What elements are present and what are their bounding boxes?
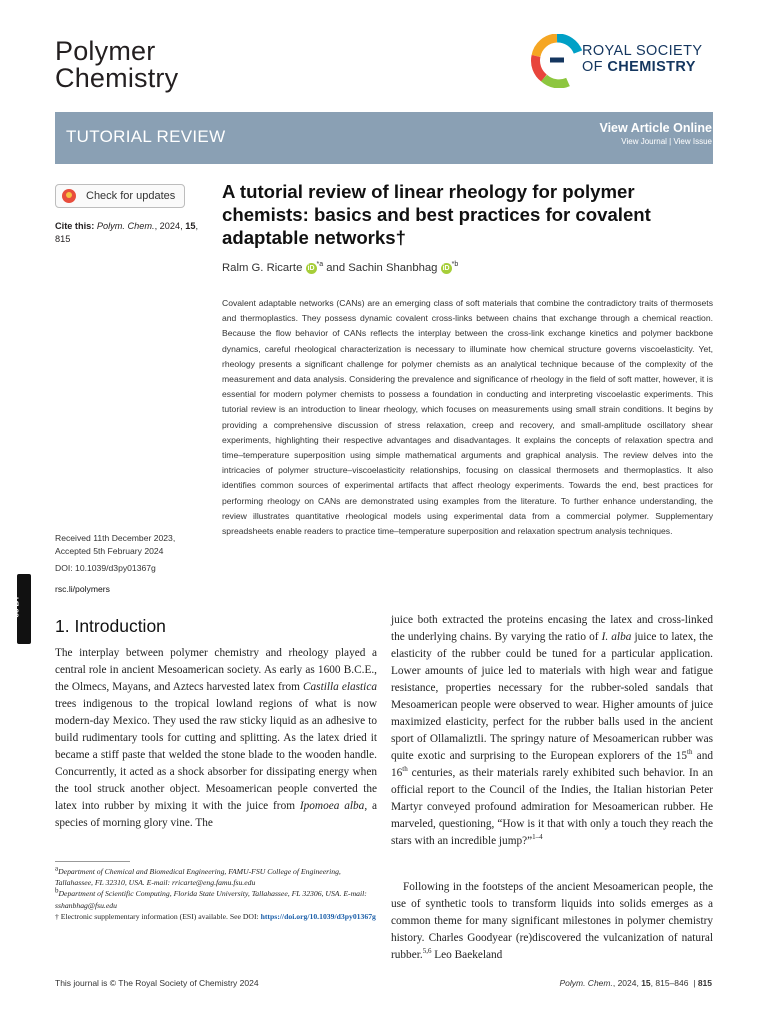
check-for-updates-label: Check for updates [86, 190, 176, 202]
article-type-label: TUTORIAL REVIEW [66, 127, 226, 146]
esi-doi-link[interactable]: https://doi.org/10.1039/d3py01367g [260, 911, 376, 921]
footnote-b-mark: b [55, 886, 59, 895]
cc-by-license-icon[interactable] [11, 574, 31, 644]
footnote-a-mark: a [55, 864, 59, 873]
body-italic: Castilla elastica [302, 681, 377, 693]
body-italic: Ipomoea alba [299, 800, 365, 812]
footnote-b [55, 888, 377, 910]
body-column-right [391, 612, 713, 850]
cite-year: , 2024, [154, 221, 186, 231]
footer-volume: 15 [641, 978, 651, 988]
footnote-a [55, 866, 377, 888]
cite-journal: Polym. Chem. [96, 221, 155, 231]
rsc-line2-prefix: OF [582, 59, 608, 75]
body-text: Following in the footsteps of the ancient Mesoamerican people, the use of synthetic tools to transform liquids into solids emerges as a common theme for many significant milestones in polymer chemistry history. Charles Goodyear (re)discovered the vulcanization of natural rubber. [391, 881, 713, 961]
author-2[interactable]: Sachin Shanbhag [348, 262, 438, 274]
footer-citation [559, 978, 712, 988]
citation-ref[interactable]: 5,6 [422, 947, 432, 956]
author-join: and [323, 262, 349, 274]
section-heading: 1. Introduction [55, 616, 166, 636]
footnote-a-text: Department of Chemical and Biomedical Engineering, FAMU-FSU College of Engineering, Tallahassee, FL 32310, USA. E-mail: rricarte@eng.famu.fsu.edu [55, 867, 341, 888]
body-text: The interplay between polymer chemistry and rheology played a central role in ancient Mesoamerican society. As early as 1600 B.C.E., the Olmecs, Mayans, and Aztecs harvested latex from [55, 647, 377, 693]
rsc-wordmark [582, 43, 702, 75]
cite-volume: 15 [185, 221, 196, 231]
journal-title-line2: Chemistry [55, 63, 179, 93]
body-text: , a species of morning glory vine. The [55, 800, 378, 829]
body-text: juice both extracted the proteins encasing the latex and cross-linked the underlying chains. By varying the ratio of [391, 614, 713, 643]
received-date: Received 11th December 2023, [55, 533, 176, 543]
doi[interactable]: DOI: 10.1039/d3py01367g [55, 563, 156, 573]
view-article-online-link[interactable]: View Article Online [599, 121, 712, 135]
rsc-line2-bold: CHEMISTRY [607, 59, 696, 75]
journal-title-line1: Polymer [55, 36, 156, 66]
crossmark-icon [62, 189, 76, 203]
cite-this [55, 220, 205, 246]
abstract: Covalent adaptable networks (CANs) are an emerging class of soft materials that combine the contradictory traits of thermosets and thermoplastics. They possess dynamic covalent cross-links between chains that exchange through a chemical reaction. Because the flow behavior of CANs reflects the interplay between the cross-link exchange kinetics and polymer backbone dynamics, careful rheological characterization is necessary to illuminate how chemical structure governs viscoelasticity. Yet, rheology presents a significant challenge for polymer chemists as an analytical technique because of the complexity of the measurement and data analysis. Considering the prevalence and significance of rheology in the field of soft matter, however, it is essential for modern polymer chemists to possess a foundation in conducting and interpreting viscoelastic experiments. This tutorial review is an introduction to linear rheology, which focuses on measurements using small strain conditions. It begins by providing a comprehensive discussion of stress relaxation, creep and recovery, and small-amplitude oscillatory shear experiments, highlighting their respective advantages and disadvantages. It explains the concepts of relaxation spectra and time–temperature superposition using simple mathematical arguments and graphical analysis. The review delves into the intricacies of polymer structure–viscoelasticity relationships, focusing on classical thermosets and thermoplastics. It also identifies common sources of experimental artifacts that affect rheology experiments. Towards the end, best practices for performing rheology on CANs are demonstrated using examples from the literature. To further enhance understanding, the review illustrates quantitative rheological models using experimental data from a commercial polymer. Supplementary spreadsheets enable readers to practice time–temperature superposition and relaxation spectrum analysis techniques. [222, 298, 713, 537]
footer-pages: , 815–846 [650, 978, 689, 988]
footnote-divider [55, 861, 130, 862]
footer-year: , 2024, [612, 978, 642, 988]
author-1-affil: *a [316, 261, 324, 269]
body-column-left [55, 645, 377, 832]
author-line [222, 262, 458, 274]
author-2-affil: *b [451, 261, 459, 269]
footnote-esi-text: † Electronic supplementary information (ESI) available. See DOI: [55, 911, 261, 921]
accepted-date: Accepted 5th February 2024 [55, 546, 164, 556]
body-text: centuries, as their materials rarely exhibited such behavior. In an official report to the Council of the Indies, the Italian historian Peter Martyr conveyed profound admiration for Mesoamerican rubber. He marveled, questioning, “How is it that with only a touch they reach the stars with an incredible jump?” [391, 767, 713, 847]
journal-short-link[interactable]: rsc.li/polymers [55, 584, 110, 594]
body-sup: th [402, 765, 408, 774]
body-text: Leo Baekeland [431, 949, 503, 961]
footer-copyright: This journal is © The Royal Society of Chemistry 2024 [55, 978, 259, 988]
footer-separator: | [690, 978, 698, 988]
check-for-updates-button[interactable] [55, 184, 185, 208]
body-sup: th [687, 748, 693, 757]
body-paragraph-2 [391, 879, 713, 964]
rsc-line1: ROYAL SOCIETY [582, 43, 703, 59]
article-title: A tutorial review of linear rheology for polymer chemists: basics and best practices for covalent adaptable networks† [222, 181, 651, 248]
journal-title [55, 38, 178, 92]
footnote-b-text: Department of Scientific Computing, Florida State University, Tallahassee, FL 32306, USA. E-mail: sshanbhag@fsu.edu [55, 889, 367, 910]
footnote-esi [55, 911, 377, 922]
orcid-icon[interactable]: iD [307, 264, 315, 272]
rsc-line2 [582, 59, 702, 75]
author-1[interactable]: Ralm G. Ricarte [222, 262, 303, 274]
body-text: trees indigenous to the tropical lowland regions of what is now modern-day Mexico. They used the raw sticky liquid as an adhesive to build rudimentary tools for cutting and splitting. As the latex dried it became a stiff paste that welded the stone blade to the wooden handle. Concurrently, it acted as a shock absorber for dissipating energy when the tool struck another object. Mesoamerican people converted the latex into rubber by mixing it with the juice from [55, 698, 377, 812]
footer-journal: Polym. Chem. [559, 978, 613, 988]
citation-ref[interactable]: 1–4 [532, 833, 543, 842]
cite-label: Cite this: [55, 221, 95, 231]
view-journal-issue-links[interactable]: View Journal | View Issue [621, 137, 712, 146]
cc-by-label: cc BY [11, 595, 21, 618]
footnotes [55, 866, 377, 922]
orcid-icon[interactable]: iD [442, 264, 450, 272]
body-text: and 16 [391, 750, 713, 779]
received-accepted-dates [55, 532, 210, 558]
body-italic: I. alba [601, 631, 632, 643]
body-text: juice to latex, the elasticity of the rubber could be tuned for a particular application. Lower amounts of juice led to materials with high wear and fatigue resistance, properties necessary for the rubber-soled sandals that Mesoamerican people were observed to wear. Higher amounts of juice maximized elasticity, perfect for the rubber balls used in the ancient sport of Ollamaliztli. The springy nature of Mesoamerican rubber was quite exotic and surprising to the European explorers of the 15 [391, 631, 713, 762]
page-number: 815 [697, 978, 712, 988]
cite-pages: , 815 [55, 221, 199, 244]
